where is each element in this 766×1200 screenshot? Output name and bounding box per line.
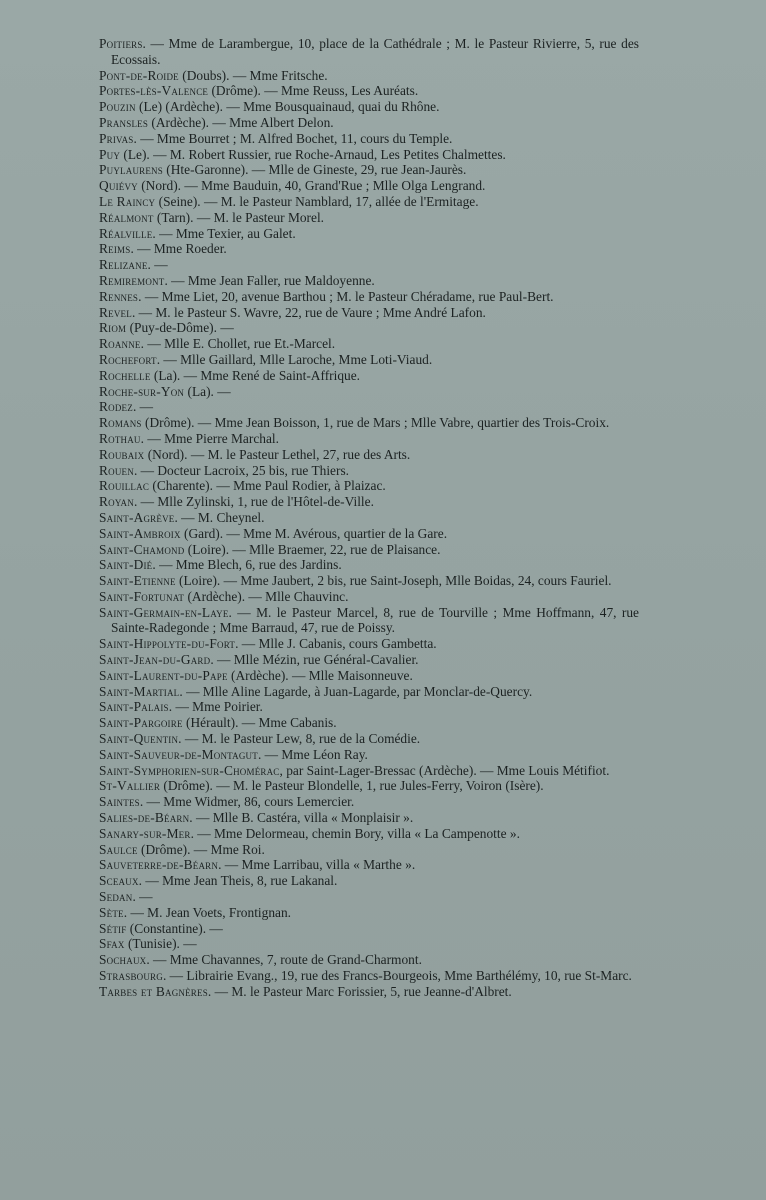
entry-details: . — Mme Bourret ; M. Alfred Bochet, 11, cours du Temple. (133, 130, 453, 146)
directory-entry (99, 842, 639, 858)
town-name: Pouzin (99, 99, 136, 115)
town-name: Saint-Sauveur-de-Montagut (99, 746, 258, 762)
town-name: Salies-de-Béarn (99, 810, 190, 826)
town-name: Sète (99, 904, 124, 920)
entry-details: (Le) (Ardèche). — Mme Bousquainaud, quai du Rhône. (135, 99, 440, 115)
town-name: Sfax (99, 936, 125, 952)
directory-entry (99, 794, 639, 810)
directory-entry (99, 147, 639, 163)
entry-details: (Drôme). — Mme Reuss, Les Auréats. (208, 83, 419, 99)
entry-details: . — Mme Widmer, 86, cours Lemercier. (139, 794, 355, 810)
entry-details: (Loire). — Mlle Braemer, 22, rue de Plaisance. (184, 541, 441, 557)
town-name: Saint-Jean-du-Gard (99, 652, 211, 668)
directory-entry (99, 763, 639, 779)
entry-details: . — Librairie Evang., 19, rue des Francs-Bourgeois, Mme Barthélémy, 10, rue St-Marc. (162, 968, 632, 984)
directory-entry (99, 83, 639, 99)
town-name: Sedan (99, 889, 133, 905)
directory-entry (99, 494, 639, 510)
town-name: Saint-Fortunat (99, 588, 185, 604)
entry-details: . — Mme Léon Ray. (257, 746, 368, 762)
entry-details: . — Mlle E. Chollet, rue Et.-Marcel. (140, 336, 336, 352)
entry-details: (Drôme). — Mme Roi. (137, 841, 265, 857)
directory-entry (99, 36, 639, 68)
entry-details: (Doubs). — Mme Fritsche. (178, 67, 328, 83)
entry-details: . — Docteur Lacroix, 25 bis, rue Thiers. (133, 462, 349, 478)
directory-entry (99, 936, 639, 952)
entry-details: . — M. le Pasteur Marc Forissier, 5, rue Jeanne-d'Albret. (207, 983, 512, 999)
directory-entry (99, 257, 639, 273)
entry-details: . — Mlle B. Castéra, villa « Monplaisir ». (189, 810, 414, 826)
town-name: Rodez (99, 399, 133, 415)
directory-entry (99, 636, 639, 652)
town-name: Rochefort (99, 351, 157, 367)
directory-entry (99, 810, 639, 826)
entry-details: . — Mme Blech, 6, rue des Jardins. (152, 557, 342, 573)
entry-details: , par Saint-Lager-Bressac (Ardèche). — Mme Louis Métifiot. (279, 762, 610, 778)
directory-entry (99, 289, 639, 305)
entry-details: . — (132, 399, 154, 415)
directory-entry (99, 605, 639, 637)
entry-details: . — Mlle Zylinski, 1, rue de l'Hôtel-de-Ville. (133, 494, 374, 510)
directory-entry (99, 194, 639, 210)
directory-entry (99, 968, 639, 984)
town-name: Saulce (99, 841, 138, 857)
entry-details: . — Mme Jean Theis, 8, rue Lakanal. (138, 873, 338, 889)
town-name: Quiévy (99, 178, 138, 194)
entry-details: . — Mme Texier, au Galet. (152, 225, 296, 241)
town-name: Riom (99, 320, 127, 336)
entry-details: . — (147, 257, 168, 273)
town-name: Saintes (99, 794, 140, 810)
directory-entry (99, 731, 639, 747)
entry-details: . — Mlle Gaillard, Mlle Laroche, Mme Loti-Viaud. (156, 351, 433, 367)
directory-entry (99, 68, 639, 84)
town-name: Saint-Quentin (99, 731, 179, 747)
entry-details: (Ardèche). — Mme Albert Delon. (148, 114, 334, 130)
directory-entry (99, 715, 639, 731)
directory-entry (99, 921, 639, 937)
town-name: Sceaux (99, 873, 139, 889)
town-name: Saint-Pargoire (99, 715, 183, 731)
entry-details: (Tunisie). — (124, 936, 197, 952)
entry-details: (Seine). — M. le Pasteur Namblard, 17, allée de l'Ermitage. (155, 193, 479, 209)
town-name: Saint-Laurent-du-Pape (99, 667, 228, 683)
entry-details: . — Mme Roeder. (130, 241, 227, 257)
entry-details: (La). — Mme René de Saint-Affrique. (150, 367, 361, 383)
entry-details: (Hte-Garonne). — Mlle de Gineste, 29, rue Jean-Jaurès. (162, 162, 467, 178)
town-name: Relizane (99, 257, 148, 273)
directory-entry (99, 826, 639, 842)
directory-entry (99, 241, 639, 257)
town-name: St-Vallier (99, 778, 161, 794)
directory-entry (99, 905, 639, 921)
entry-details: . — Mme Jean Faller, rue Maldoyenne. (164, 272, 375, 288)
directory-entry (99, 652, 639, 668)
directory-entry (99, 889, 639, 905)
town-name: Pont-de-Roide (99, 67, 179, 83)
town-name: Saint-Dié (99, 557, 153, 573)
town-name: Roanne (99, 336, 141, 352)
directory-entry (99, 320, 639, 336)
entry-details: (Gard). — Mme M. Avérous, quartier de la Gare. (180, 525, 448, 541)
entry-details: . — M. le Pasteur S. Wavre, 22, rue de Vaure ; Mme André Lafon. (131, 304, 486, 320)
directory-entry (99, 873, 639, 889)
entry-details: (La). — (184, 383, 231, 399)
directory-entry (99, 510, 639, 526)
town-name: Sétif (99, 920, 127, 936)
entry-details: . — Mlle J. Cabanis, cours Gambetta. (235, 636, 437, 652)
directory-entry (99, 589, 639, 605)
directory-entry (99, 747, 639, 763)
directory-entry (99, 226, 639, 242)
town-name: Saint-Symphorien-sur-Chomérac (99, 762, 280, 778)
town-name: Privas (99, 130, 134, 146)
entry-details: . — Mlle Aline Lagarde, à Juan-Lagarde, par Monclar-de-Quercy. (179, 683, 533, 699)
town-name: Saint-Ambroix (99, 525, 181, 541)
directory-entry (99, 131, 639, 147)
town-name: Puy (99, 146, 121, 162)
town-name: Royan (99, 494, 134, 510)
directory-entry (99, 115, 639, 131)
town-name: Saint-Palais (99, 699, 169, 715)
directory-entry (99, 684, 639, 700)
entry-details: (Puy-de-Dôme). — (126, 320, 234, 336)
directory-entry (99, 162, 639, 178)
directory-entry (99, 542, 639, 558)
directory-entry (99, 478, 639, 494)
directory-entry (99, 368, 639, 384)
town-name: Rothau (99, 430, 141, 446)
town-name: Saint-Germain-en-Laye (99, 604, 229, 620)
town-name: Puylaurens (99, 162, 163, 178)
town-name: Sochaux (99, 952, 147, 968)
entry-details: . — Mme Larribau, villa « Marthe ». (218, 857, 416, 873)
directory-entry (99, 447, 639, 463)
town-name: Romans (99, 415, 142, 431)
entry-details: . — Mme Delormeau, chemin Bory, villa « La Campenotte ». (190, 825, 520, 841)
entry-details: (Loire). — Mme Jaubert, 2 bis, rue Saint-Joseph, Mlle Boidas, 24, cours Fauriel. (175, 573, 612, 589)
entry-details: (Nord). — M. le Pasteur Lethel, 27, rue des Arts. (144, 446, 411, 462)
entry-details: . — Mme Poirier. (168, 699, 263, 715)
town-name: Saint-Agrève (99, 509, 175, 525)
directory-entry (99, 699, 639, 715)
directory-entry (99, 431, 639, 447)
directory-entry (99, 210, 639, 226)
town-name: Reims (99, 241, 131, 257)
entry-details: . — M. le Pasteur Marcel, 8, rue de Tourville ; Mme Hoffmann, 47, rue Sainte-Radegonde ; Mme Barraud, 47, rue de Poissy. (111, 604, 639, 636)
town-name: Saint-Hippolyte-du-Fort (99, 636, 236, 652)
directory-entry (99, 273, 639, 289)
town-name: Strasbourg (99, 968, 163, 984)
town-name: Pransles (99, 114, 149, 130)
entry-details: (Hérault). — Mme Cabanis. (182, 715, 337, 731)
directory-entry (99, 463, 639, 479)
directory-entry (99, 984, 639, 1000)
directory-entry (99, 952, 639, 968)
town-name: Le Raincy (99, 193, 156, 209)
town-name: Saint-Martial (99, 683, 180, 699)
town-name: Tarbes et Bagnères (99, 983, 208, 999)
entry-details: (Tarn). — M. le Pasteur Morel. (153, 209, 325, 225)
town-name: Remiremont (99, 272, 165, 288)
town-name: Roche-sur-Yon (99, 383, 185, 399)
town-name: Portes-lès-Valence (99, 83, 209, 99)
entry-details: (Ardèche). — Mlle Maisonneuve. (227, 667, 413, 683)
directory-entry (99, 526, 639, 542)
entry-details: . — M. Jean Voets, Frontignan. (123, 904, 292, 920)
entry-details: . — Mme Chavannes, 7, route de Grand-Charmont. (146, 952, 422, 968)
directory-entry (99, 99, 639, 115)
town-name: Réalmont (99, 209, 154, 225)
directory-entry (99, 305, 639, 321)
town-name: Saint-Chamond (99, 541, 185, 557)
entry-details: (Drôme). — Mme Jean Boisson, 1, rue de Mars ; Mlle Vabre, quartier des Trois-Croix. (141, 415, 610, 431)
directory-entry (99, 557, 639, 573)
entry-details: . — M. le Pasteur Lew, 8, rue de la Comédie. (178, 731, 421, 747)
directory-entry (99, 415, 639, 431)
entry-details: (Le). — M. Robert Russier, rue Roche-Arnaud, Les Petites Chalmettes. (120, 146, 506, 162)
directory-entry (99, 857, 639, 873)
entry-details: (Ardèche). — Mlle Chauvinc. (184, 588, 349, 604)
directory-entry (99, 384, 639, 400)
town-name: Rouillac (99, 478, 150, 494)
entry-details: . — M. Cheynel. (174, 509, 265, 525)
directory-entry (99, 352, 639, 368)
entry-details: . — (132, 889, 153, 905)
town-name: Rennes (99, 288, 139, 304)
town-name: Rochelle (99, 367, 151, 383)
entry-details: . — Mme Liet, 20, avenue Barthou ; M. le Pasteur Chéradame, rue Paul-Bert. (138, 288, 554, 304)
town-name: Roubaix (99, 446, 145, 462)
entry-details: . — Mme Pierre Marchal. (140, 430, 279, 446)
entry-details: (Constantine). — (126, 920, 223, 936)
entry-details: . — Mlle Mézin, rue Général-Cavalier. (210, 652, 419, 668)
directory-entry (99, 778, 639, 794)
directory-entry (99, 336, 639, 352)
directory-entry (99, 178, 639, 194)
town-name: Poitiers (99, 36, 143, 51)
town-name: Sanary-sur-Mer (99, 825, 191, 841)
entry-details: (Nord). — Mme Bauduin, 40, Grand'Rue ; Mlle Olga Lengrand. (137, 178, 486, 194)
directory-entry (99, 399, 639, 415)
directory-entry (99, 573, 639, 589)
town-name: Sauveterre-de-Béarn (99, 857, 219, 873)
town-name: Revel (99, 304, 132, 320)
entry-details: (Drôme). — M. le Pasteur Blondelle, 1, rue Jules-Ferry, Voiron (Isère). (160, 778, 544, 794)
town-name: Saint-Etienne (99, 573, 176, 589)
entry-details: (Charente). — Mme Paul Rodier, à Plaizac. (149, 478, 386, 494)
directory-entry (99, 668, 639, 684)
town-name: Réalville (99, 225, 153, 241)
town-name: Rouen (99, 462, 134, 478)
directory-list (99, 36, 639, 1000)
entry-details: . — Mme de Larambergue, 10, place de la Cathédrale ; M. le Pasteur Rivierre, 5, rue des Ecossais. (111, 36, 639, 67)
